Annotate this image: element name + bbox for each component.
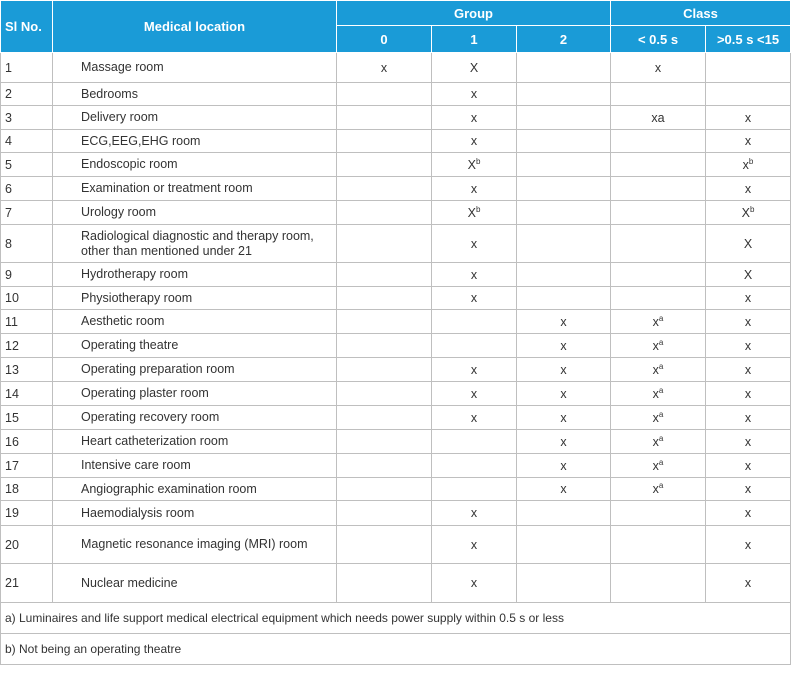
mark-class-lt-0-5s — [611, 501, 706, 526]
mark-class-gt-0-5s — [706, 501, 791, 526]
mark-group-0 — [337, 177, 432, 201]
mark-group-0 — [337, 334, 432, 358]
mark-group-2 — [517, 406, 611, 430]
mark-symbol: x — [560, 386, 567, 401]
table-row — [1, 83, 791, 106]
mark-class-lt-0-5s — [611, 334, 706, 358]
row-number: 7 — [1, 201, 53, 225]
mark-symbol: x — [744, 110, 752, 125]
mark-symbol: x — [652, 458, 659, 473]
mark-class-lt-0-5s — [611, 526, 706, 564]
mark-footnote-ref: a — [658, 313, 664, 323]
mark-group-0 — [337, 382, 432, 406]
mark-symbol: x — [744, 134, 752, 148]
table-row — [1, 201, 791, 225]
mark-symbol: x — [742, 157, 749, 172]
mark-symbol: x — [744, 181, 752, 196]
mark-footnote-ref: a — [658, 361, 664, 371]
mark-class-gt-0-5s — [706, 334, 791, 358]
mark-group-1 — [432, 153, 517, 177]
mark-group-0 — [337, 287, 432, 310]
mark-symbol: x — [652, 338, 659, 353]
mark-class-lt-0-5s — [611, 406, 706, 430]
table-row — [1, 430, 791, 454]
mark-group-2 — [517, 263, 611, 287]
mark-group-1 — [432, 358, 517, 382]
mark-footnote-ref: a — [658, 433, 664, 443]
table-footnotes — [1, 603, 791, 665]
mark-group-2 — [517, 153, 611, 177]
mark-symbol: X — [743, 236, 753, 251]
mark-group-1 — [432, 564, 517, 603]
mark-class-gt-0-5s — [706, 153, 791, 177]
mark-class-lt-0-5s — [611, 454, 706, 478]
mark-class-gt-0-5s — [706, 225, 791, 263]
row-number: 6 — [1, 177, 53, 201]
medical-location-name: Hydrotherapy room — [53, 263, 337, 287]
mark-class-lt-0-5s — [611, 263, 706, 287]
row-number: 19 — [1, 501, 53, 526]
mark-symbol: x — [744, 362, 752, 377]
mark-symbol: x — [744, 434, 752, 449]
mark-symbol: x — [652, 362, 659, 377]
row-number: 10 — [1, 287, 53, 310]
mark-class-lt-0-5s — [611, 53, 706, 83]
table-row — [1, 53, 791, 83]
mark-symbol: x — [470, 537, 478, 552]
medical-location-name: Urology room — [53, 201, 337, 225]
mark-class-lt-0-5s — [611, 564, 706, 603]
table-row — [1, 263, 791, 287]
mark-class-lt-0-5s — [611, 106, 706, 130]
table-row — [1, 310, 791, 334]
table-row — [1, 382, 791, 406]
medical-location-name: Operating theatre — [53, 334, 337, 358]
mark-footnote-ref: b — [475, 204, 481, 214]
mark-group-1 — [432, 263, 517, 287]
mark-symbol: x — [470, 362, 478, 377]
medical-location-name: Angiographic examination room — [53, 478, 337, 501]
table-row — [1, 177, 791, 201]
mark-group-0 — [337, 501, 432, 526]
mark-symbol: x — [744, 482, 752, 496]
mark-group-1 — [432, 53, 517, 83]
table-row — [1, 130, 791, 153]
mark-class-gt-0-5s — [706, 430, 791, 454]
mark-class-gt-0-5s — [706, 287, 791, 310]
table-row — [1, 454, 791, 478]
medical-location-name: Bedrooms — [53, 83, 337, 106]
mark-group-2 — [517, 83, 611, 106]
mark-symbol: x — [744, 506, 752, 520]
mark-class-gt-0-5s — [706, 263, 791, 287]
mark-group-0 — [337, 310, 432, 334]
header-class-lt-0-5s: < 0.5 s — [611, 26, 706, 53]
mark-symbol: x — [560, 338, 567, 353]
mark-class-gt-0-5s — [706, 478, 791, 501]
mark-group-0 — [337, 454, 432, 478]
mark-class-gt-0-5s — [706, 526, 791, 564]
mark-group-0 — [337, 53, 432, 83]
mark-class-lt-0-5s — [611, 430, 706, 454]
mark-group-1 — [432, 382, 517, 406]
mark-group-1 — [432, 478, 517, 501]
medical-location-name: Magnetic resonance imaging (MRI) room — [53, 526, 337, 564]
mark-group-0 — [337, 225, 432, 263]
mark-group-1 — [432, 130, 517, 153]
table-row — [1, 358, 791, 382]
mark-symbol: X — [743, 267, 753, 282]
footnote-b: b) Not being an operating theatre — [1, 634, 791, 665]
mark-class-gt-0-5s — [706, 358, 791, 382]
mark-class-gt-0-5s — [706, 201, 791, 225]
mark-group-2 — [517, 177, 611, 201]
table-row — [1, 334, 791, 358]
header-class-gt-0-5s: >0.5 s <15 — [706, 26, 791, 53]
mark-group-1 — [432, 526, 517, 564]
mark-group-0 — [337, 526, 432, 564]
mark-footnote-ref: b — [749, 204, 755, 214]
medical-location-name: Nuclear medicine — [53, 564, 337, 603]
table-row — [1, 106, 791, 130]
mark-symbol: x — [652, 482, 659, 496]
mark-group-1 — [432, 201, 517, 225]
mark-group-1 — [432, 501, 517, 526]
mark-group-0 — [337, 263, 432, 287]
mark-symbol: x — [744, 537, 752, 552]
mark-group-0 — [337, 106, 432, 130]
mark-class-lt-0-5s — [611, 358, 706, 382]
row-number: 15 — [1, 406, 53, 430]
table-row — [1, 501, 791, 526]
row-number: 2 — [1, 83, 53, 106]
mark-symbol: x — [744, 314, 752, 329]
mark-symbol: x — [560, 434, 567, 449]
medical-location-name: Massage room — [53, 53, 337, 83]
mark-footnote-ref: a — [658, 409, 664, 419]
mark-symbol: x — [744, 338, 752, 353]
mark-group-2 — [517, 310, 611, 334]
mark-group-1 — [432, 225, 517, 263]
mark-class-lt-0-5s — [611, 287, 706, 310]
mark-symbol: X — [467, 205, 476, 220]
mark-footnote-ref: b — [748, 156, 754, 166]
footnote-a: a) Luminaires and life support medical electrical equipment which needs power supply within 0.5 s or less — [1, 603, 791, 634]
mark-symbol: x — [744, 458, 752, 473]
mark-group-1 — [432, 454, 517, 478]
medical-location-name: Radiological diagnostic and therapy room, other than mentioned under 21 — [53, 225, 337, 263]
mark-class-gt-0-5s — [706, 406, 791, 430]
medical-location-name: Heart catheterization room — [53, 430, 337, 454]
mark-group-0 — [337, 430, 432, 454]
mark-class-lt-0-5s — [611, 83, 706, 106]
mark-group-0 — [337, 478, 432, 501]
mark-symbol: x — [652, 314, 659, 329]
mark-group-0 — [337, 201, 432, 225]
table-row — [1, 406, 791, 430]
header-medical-location: Medical location — [53, 1, 337, 53]
row-number: 13 — [1, 358, 53, 382]
mark-symbol: x — [744, 291, 752, 305]
mark-symbol: x — [470, 267, 478, 282]
mark-symbol: x — [652, 410, 659, 425]
mark-group-0 — [337, 130, 432, 153]
mark-group-2 — [517, 564, 611, 603]
mark-symbol: x — [560, 410, 567, 425]
table-row — [1, 153, 791, 177]
medical-location-name: Intensive care room — [53, 454, 337, 478]
table-row — [1, 564, 791, 603]
medical-location-name: Delivery room — [53, 106, 337, 130]
table-row — [1, 287, 791, 310]
table-row — [1, 526, 791, 564]
mark-symbol: x — [560, 362, 567, 377]
mark-group-2 — [517, 382, 611, 406]
mark-group-0 — [337, 564, 432, 603]
row-number: 3 — [1, 106, 53, 130]
row-number: 9 — [1, 263, 53, 287]
mark-group-2 — [517, 201, 611, 225]
mark-group-2 — [517, 430, 611, 454]
mark-class-gt-0-5s — [706, 454, 791, 478]
mark-class-gt-0-5s — [706, 177, 791, 201]
mark-class-gt-0-5s — [706, 130, 791, 153]
mark-group-2 — [517, 130, 611, 153]
table-header — [1, 1, 791, 53]
row-number: 18 — [1, 478, 53, 501]
row-number: 1 — [1, 53, 53, 83]
mark-symbol: x — [652, 434, 659, 449]
mark-footnote-ref: b — [475, 156, 481, 166]
mark-footnote-ref: a — [658, 457, 664, 467]
mark-symbol: x — [380, 60, 388, 75]
mark-group-2 — [517, 478, 611, 501]
table-body — [1, 53, 791, 603]
medical-location-name: Haemodialysis room — [53, 501, 337, 526]
mark-class-lt-0-5s — [611, 153, 706, 177]
mark-group-1 — [432, 287, 517, 310]
mark-class-lt-0-5s — [611, 201, 706, 225]
row-number: 12 — [1, 334, 53, 358]
mark-class-lt-0-5s — [611, 177, 706, 201]
mark-symbol: x — [652, 386, 659, 401]
table-row — [1, 478, 791, 501]
header-group-1: 1 — [432, 26, 517, 53]
medical-location-name: Endoscopic room — [53, 153, 337, 177]
mark-class-gt-0-5s — [706, 382, 791, 406]
mark-footnote-ref: a — [658, 481, 664, 490]
mark-class-lt-0-5s — [611, 382, 706, 406]
mark-symbol: x — [470, 181, 478, 196]
header-group-2: 2 — [517, 26, 611, 53]
mark-symbol: X — [467, 157, 476, 172]
mark-class-lt-0-5s — [611, 310, 706, 334]
mark-group-1 — [432, 406, 517, 430]
table-row — [1, 225, 791, 263]
mark-class-gt-0-5s — [706, 83, 791, 106]
row-number: 17 — [1, 454, 53, 478]
medical-location-name: Aesthetic room — [53, 310, 337, 334]
medical-location-name: Examination or treatment room — [53, 177, 337, 201]
mark-symbol: x — [654, 60, 662, 75]
row-number: 11 — [1, 310, 53, 334]
mark-symbol: x — [744, 386, 752, 401]
header-group: Group — [337, 1, 611, 26]
mark-group-0 — [337, 83, 432, 106]
mark-symbol: xa — [651, 110, 665, 125]
mark-symbol: x — [470, 291, 478, 305]
mark-group-1 — [432, 177, 517, 201]
mark-group-1 — [432, 430, 517, 454]
medical-location-name: Operating preparation room — [53, 358, 337, 382]
mark-symbol: x — [744, 410, 752, 425]
row-number: 21 — [1, 564, 53, 603]
row-number: 4 — [1, 130, 53, 153]
mark-group-2 — [517, 225, 611, 263]
row-number: 5 — [1, 153, 53, 177]
medical-location-name: ECG,EEG,EHG room — [53, 130, 337, 153]
header-class: Class — [611, 1, 791, 26]
mark-group-2 — [517, 501, 611, 526]
mark-symbol: X — [741, 205, 750, 220]
mark-group-2 — [517, 106, 611, 130]
row-number: 8 — [1, 225, 53, 263]
mark-class-gt-0-5s — [706, 310, 791, 334]
mark-class-lt-0-5s — [611, 130, 706, 153]
row-number: 20 — [1, 526, 53, 564]
mark-symbol: x — [470, 506, 478, 520]
medical-location-name: Operating plaster room — [53, 382, 337, 406]
mark-class-gt-0-5s — [706, 53, 791, 83]
mark-group-1 — [432, 334, 517, 358]
mark-group-1 — [432, 83, 517, 106]
row-number: 16 — [1, 430, 53, 454]
mark-symbol: x — [560, 458, 567, 473]
mark-symbol: x — [470, 386, 478, 401]
mark-group-0 — [337, 406, 432, 430]
mark-symbol: x — [560, 314, 567, 329]
mark-symbol: x — [470, 410, 478, 425]
mark-class-gt-0-5s — [706, 564, 791, 603]
mark-symbol: x — [470, 87, 478, 101]
mark-class-gt-0-5s — [706, 106, 791, 130]
mark-symbol: X — [469, 60, 479, 75]
mark-symbol: x — [560, 482, 567, 496]
header-group-0: 0 — [337, 26, 432, 53]
mark-group-2 — [517, 454, 611, 478]
mark-symbol: x — [470, 134, 478, 148]
row-number: 14 — [1, 382, 53, 406]
mark-footnote-ref: a — [658, 385, 664, 395]
mark-group-0 — [337, 358, 432, 382]
mark-symbol: x — [470, 110, 478, 125]
mark-group-2 — [517, 526, 611, 564]
mark-group-2 — [517, 334, 611, 358]
mark-group-2 — [517, 53, 611, 83]
mark-group-2 — [517, 287, 611, 310]
header-sl-no: Sl No. — [1, 1, 53, 53]
medical-location-name: Operating recovery room — [53, 406, 337, 430]
mark-symbol: x — [744, 576, 752, 590]
mark-class-lt-0-5s — [611, 225, 706, 263]
mark-group-2 — [517, 358, 611, 382]
mark-group-0 — [337, 153, 432, 177]
mark-symbol: x — [470, 576, 478, 590]
mark-symbol: x — [470, 236, 478, 251]
mark-group-1 — [432, 310, 517, 334]
medical-location-name: Physiotherapy room — [53, 287, 337, 310]
mark-class-lt-0-5s — [611, 478, 706, 501]
mark-footnote-ref: a — [658, 337, 664, 347]
mark-group-1 — [432, 106, 517, 130]
